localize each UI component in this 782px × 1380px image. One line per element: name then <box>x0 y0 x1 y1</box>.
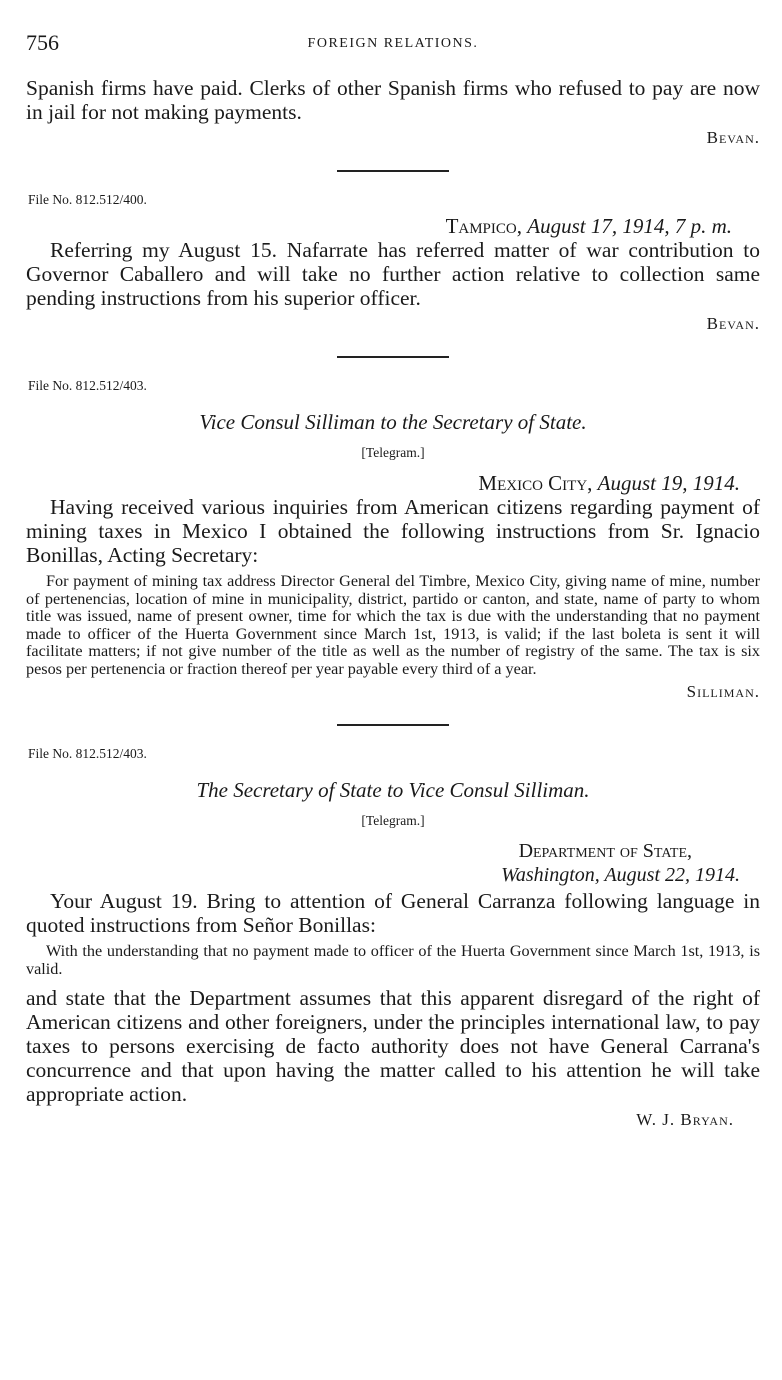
section-divider <box>337 356 449 358</box>
signature-bryan: W. J. Bryan. <box>636 1110 734 1129</box>
paragraph: Your August 19. Bring to attention of General Carranza following language in quoted instructions from Señor Bonillas: <box>26 889 760 937</box>
dateline <box>26 471 760 495</box>
paragraph: Referring my August 15. Nafarrate has referred matter of war contribution to Governor Caballero and will take no further action relative to collection same pending instructions from his superior officer. <box>26 238 760 310</box>
file-number: File No. 812.512/403. <box>28 378 147 393</box>
telegram-label: [Telegram.] <box>361 813 425 828</box>
quoted-instructions: For payment of mining tax address Director General del Timbre, Mexico City, giving name of mine, number of pertenencias, location of mine in municipality, district, partido or canton, and state, name of party to whom title was issued, name of present owner, time for which the tax is due with the understanding that no payment made to officer of the Huerta Government since March 1st, 1913, is valid; if the last boleta is sent it will facilitate matters; if not give number of the title as well as the number of registry of the same. The tax is six pesos per pertenencia or fraction thereof per year payable every third of a year. <box>26 572 760 678</box>
paragraph-continued: Spanish firms have paid. Clerks of other Spanish firms who refused to pay are now in jail for not making payments. <box>26 76 760 124</box>
file-number: File No. 812.512/400. <box>28 192 147 207</box>
dateline-place: Mexico City, <box>478 471 593 495</box>
telegram-label: [Telegram.] <box>361 445 425 460</box>
paragraph-continued: and state that the Department assumes that this apparent disregard of the right of American citizens and other foreigners, under the principles international law, to pay taxes to persons exercising de facto authority does not have General Carrana's concurrence and that upon having the matter called to his attention he will take appropriate action. <box>26 986 760 1106</box>
dateline-date: August 17, 1914, 7 p. m. <box>527 214 732 238</box>
signature-bevan-2: Bevan. <box>706 314 760 333</box>
file-number: File No. 812.512/403. <box>28 746 147 761</box>
paragraph: Having received various inquiries from American citizens regarding payment of mining taxes in Mexico I obtained the following instructions from Sr. Ignacio Bonillas, Acting Secretary: <box>26 495 760 567</box>
running-head: FOREIGN RELATIONS. <box>307 36 479 51</box>
dateline-department: Department of State, <box>518 840 692 862</box>
document-page <box>26 28 760 1130</box>
page-header <box>26 28 760 58</box>
section-divider <box>337 170 449 172</box>
section-divider <box>337 724 449 726</box>
document-title: Vice Consul Silliman to the Secretary of State. <box>199 410 587 434</box>
page-number: 756 <box>26 30 59 55</box>
signature-silliman: Silliman. <box>686 682 760 701</box>
dateline <box>26 214 760 238</box>
dateline-date: August 19, 1914. <box>597 471 740 495</box>
signature-bevan-1: Bevan. <box>706 128 760 147</box>
quoted-instructions: With the understanding that no payment made to officer of the Huerta Government since March 1st, 1913, is valid. <box>26 942 760 978</box>
dateline <box>26 839 760 887</box>
dateline-date: Washington, August 22, 1914. <box>501 864 740 886</box>
document-title: The Secretary of State to Vice Consul Silliman. <box>196 778 590 802</box>
dateline-place: Tampico, <box>445 214 522 238</box>
